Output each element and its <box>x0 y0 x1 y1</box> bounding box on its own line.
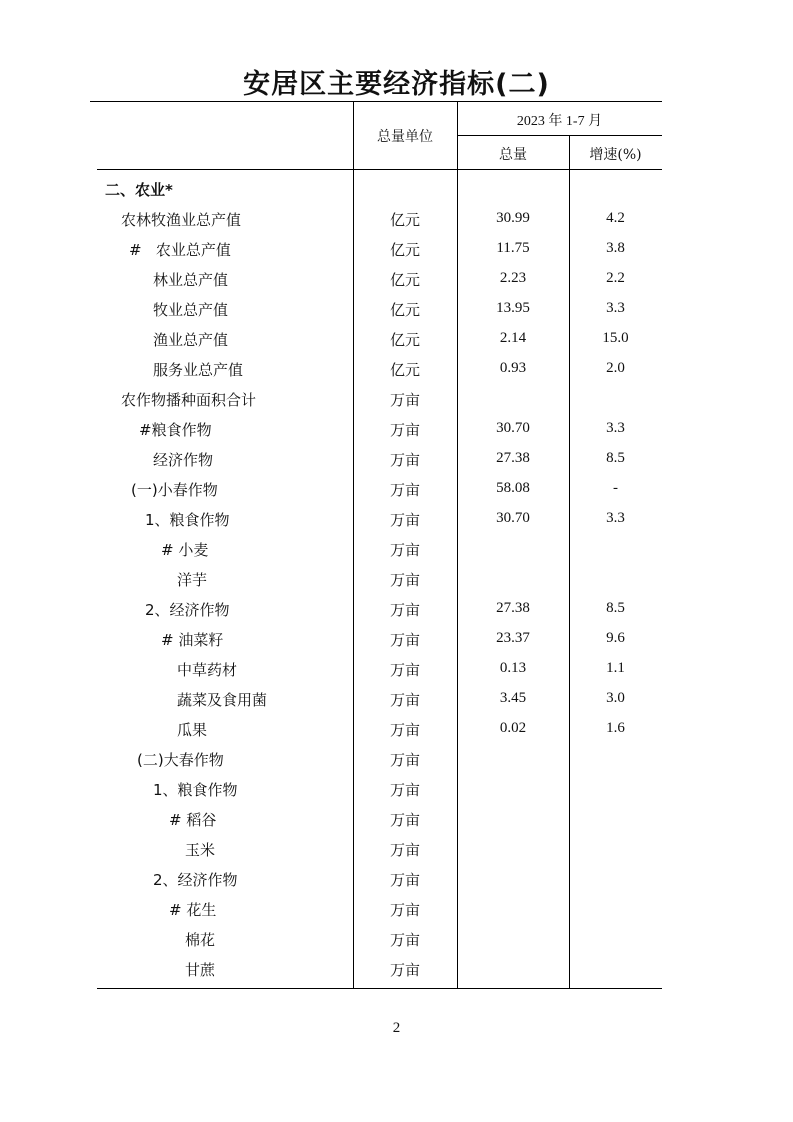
row-growth: 3.0 <box>606 690 625 706</box>
row-name: 农作物播种面积合计 <box>121 391 257 409</box>
row-name: # 农业总产值 <box>129 241 231 259</box>
header-period: 2023 年 1-7 月 <box>516 114 603 129</box>
row-unit: 万亩 <box>389 631 420 649</box>
table-row <box>97 624 662 654</box>
header-total-label: 总量 <box>499 147 527 163</box>
header-unit-label: 总量单位 <box>377 129 433 145</box>
row-growth: 4.2 <box>606 210 625 226</box>
row-name: #粮食作物 <box>139 421 212 439</box>
row-unit: 亿元 <box>389 361 420 379</box>
table-row <box>97 804 662 834</box>
page-title: 安居区主要经济指标(二) <box>243 69 550 100</box>
row-total: 30.70 <box>496 420 530 436</box>
header-growth-label: 增速(%) <box>589 147 642 163</box>
row-name: 2、经济作物 <box>145 601 230 619</box>
row-name: 中草药材 <box>177 661 238 679</box>
row-unit: 万亩 <box>389 601 420 619</box>
table-row <box>97 564 662 594</box>
row-unit: 万亩 <box>389 811 420 829</box>
row-total: 27.38 <box>496 450 530 466</box>
table-row <box>97 894 662 924</box>
table-row <box>97 264 662 294</box>
table-row <box>97 324 662 354</box>
row-name: 二、农业* <box>105 181 173 199</box>
row-unit: 万亩 <box>389 841 420 859</box>
row-growth: 3.3 <box>606 300 625 316</box>
row-name: 甘蔗 <box>185 961 216 979</box>
row-growth: 3.8 <box>606 240 625 256</box>
row-growth: 2.2 <box>606 270 625 286</box>
table-row <box>97 594 662 624</box>
row-unit: 万亩 <box>389 661 420 679</box>
table-row <box>97 384 662 414</box>
row-name: 2、经济作物 <box>153 871 238 889</box>
row-unit: 亿元 <box>389 271 420 289</box>
row-name: 农林牧渔业总产值 <box>121 211 242 229</box>
table-bottom-rule <box>97 988 662 989</box>
row-unit: 万亩 <box>389 961 420 979</box>
row-total: 0.13 <box>499 660 527 676</box>
row-name: # 花生 <box>169 901 217 919</box>
table-row <box>97 864 662 894</box>
row-name: (二)大春作物 <box>137 751 224 769</box>
row-name: 瓜果 <box>177 721 208 739</box>
row-unit: 万亩 <box>389 721 420 739</box>
row-name: 棉花 <box>185 931 216 949</box>
table-row <box>97 354 662 384</box>
table-row <box>97 924 662 954</box>
row-total: 2.23 <box>499 270 527 286</box>
row-unit: 万亩 <box>389 931 420 949</box>
row-name: 服务业总产值 <box>153 361 244 379</box>
row-total: 11.75 <box>496 240 530 256</box>
table-row <box>97 294 662 324</box>
row-unit: 亿元 <box>389 301 420 319</box>
row-total: 30.99 <box>496 210 530 226</box>
page-number: 2 <box>392 1020 401 1036</box>
row-unit: 万亩 <box>389 871 420 889</box>
table-row <box>97 414 662 444</box>
row-name: 牧业总产值 <box>153 301 229 319</box>
row-total: 0.93 <box>499 360 527 376</box>
row-growth: 1.6 <box>606 720 625 736</box>
table-row <box>97 204 662 234</box>
row-total: 3.45 <box>499 690 527 706</box>
row-name: 1、粮食作物 <box>153 781 238 799</box>
table-row <box>97 714 662 744</box>
row-growth: 8.5 <box>606 600 625 616</box>
row-growth: 15.0 <box>602 330 629 346</box>
period-underline <box>457 135 662 136</box>
table-row <box>97 744 662 774</box>
table-row <box>97 534 662 564</box>
table-row <box>97 954 662 984</box>
table-row <box>97 684 662 714</box>
row-name: 林业总产值 <box>153 271 229 289</box>
row-growth: - <box>613 480 618 496</box>
table-row <box>97 774 662 804</box>
header-bottom-rule <box>97 169 662 170</box>
row-name: # 油菜籽 <box>161 631 224 649</box>
row-unit: 亿元 <box>389 211 420 229</box>
row-unit: 亿元 <box>389 331 420 349</box>
row-total: 0.02 <box>499 720 527 736</box>
row-unit: 亿元 <box>389 241 420 259</box>
row-growth: 3.3 <box>606 510 625 526</box>
row-unit: 万亩 <box>389 481 420 499</box>
row-unit: 万亩 <box>389 901 420 919</box>
table-row <box>97 234 662 264</box>
row-unit: 万亩 <box>389 391 420 409</box>
row-growth: 9.6 <box>606 630 625 646</box>
row-total: 27.38 <box>496 600 530 616</box>
row-total: 13.95 <box>496 300 530 316</box>
row-growth: 8.5 <box>606 450 625 466</box>
row-growth: 1.1 <box>606 660 625 676</box>
row-total: 58.08 <box>496 480 530 496</box>
table-row <box>97 834 662 864</box>
row-unit: 万亩 <box>389 751 420 769</box>
row-name: 玉米 <box>185 841 216 859</box>
row-name: 蔬菜及食用菌 <box>177 691 268 709</box>
row-unit: 万亩 <box>389 421 420 439</box>
table-top-rule <box>90 101 662 102</box>
row-growth: 2.0 <box>606 360 625 376</box>
row-total: 2.14 <box>499 330 527 346</box>
row-name: 渔业总产值 <box>153 331 229 349</box>
row-total: 23.37 <box>496 630 530 646</box>
table-row <box>97 504 662 534</box>
row-unit: 万亩 <box>389 691 420 709</box>
row-name: (一)小春作物 <box>131 481 218 499</box>
table-row <box>97 654 662 684</box>
row-name: # 小麦 <box>161 541 209 559</box>
row-name: 1、粮食作物 <box>145 511 230 529</box>
table-row <box>97 174 662 204</box>
row-unit: 万亩 <box>389 511 420 529</box>
row-growth: 3.3 <box>606 420 625 436</box>
row-unit: 万亩 <box>389 541 420 559</box>
row-total: 30.70 <box>496 510 530 526</box>
row-name: # 稻谷 <box>169 811 217 829</box>
table-row <box>97 444 662 474</box>
row-unit: 万亩 <box>389 571 420 589</box>
row-unit: 万亩 <box>389 451 420 469</box>
row-name: 经济作物 <box>153 451 214 469</box>
row-unit: 万亩 <box>389 781 420 799</box>
row-name: 洋芋 <box>177 571 208 589</box>
table-row <box>97 474 662 504</box>
